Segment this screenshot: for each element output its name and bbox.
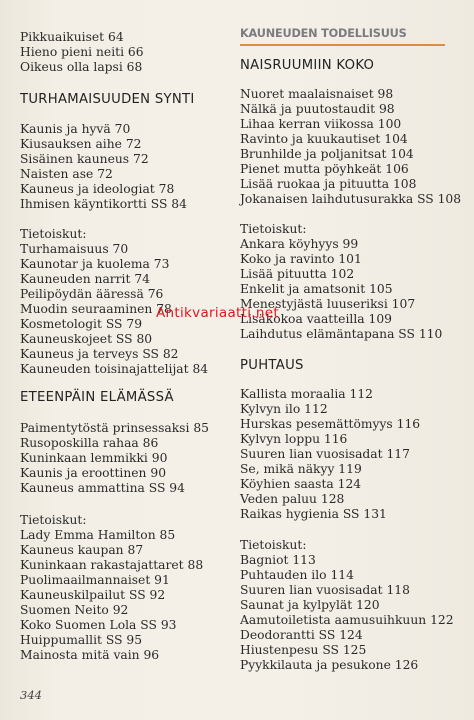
- page-number: 344: [20, 688, 42, 702]
- toc-entry: Kylvyn loppu 116: [240, 432, 348, 446]
- toc-entry: Kaunis ja eroottinen 90: [20, 466, 167, 480]
- toc-entry: Kauneus ja terveys SS 82: [20, 347, 179, 361]
- toc-entry: Rusoposkilla rahaa 86: [20, 436, 159, 450]
- chapter-title: KAUNEUDEN TODELLISUUS: [240, 27, 407, 40]
- toc-entry: Se, mikä näkyy 119: [240, 462, 362, 476]
- section-heading: NAISRUUMIIN KOKO: [240, 58, 375, 73]
- toc-entry: Pienet mutta pöyhkeät 106: [240, 162, 409, 176]
- toc-entry: Mainosta mitä vain 96: [20, 648, 160, 662]
- toc-entry: Menestyjästä luuseriksi 107: [240, 297, 416, 311]
- tietoiskut-label: Tietoiskut:: [240, 222, 307, 236]
- toc-entry: Brunhilde ja poljanitsat 104: [240, 147, 414, 161]
- toc-entry: Turhamaisuus 70: [20, 242, 129, 256]
- toc-entry: Puhtauden ilo 114: [240, 568, 354, 582]
- toc-entry: Pikkuaikuiset 64: [20, 30, 124, 44]
- toc-entry: Ihmisen käyntikortti SS 84: [20, 197, 187, 211]
- section-heading: ETEENPÄIN ELÄMÄSSÄ: [20, 390, 174, 405]
- toc-entry: Kuninkaan rakastajattaret 88: [20, 558, 204, 572]
- toc-entry: Pyykkilauta ja pesukone 126: [240, 658, 419, 672]
- toc-entry: Deodorantti SS 124: [240, 628, 363, 642]
- toc-entry: Aamutoiletista aamusuihkuun 122: [240, 613, 454, 627]
- toc-entry: Kuninkaan lemmikki 90: [20, 451, 168, 465]
- toc-entry: Enkelit ja amatsonit 105: [240, 282, 393, 296]
- toc-entry: Koko ja ravinto 101: [240, 252, 362, 266]
- toc-entry: Muodin seuraaminen 78: [20, 302, 172, 316]
- toc-entry: Bagniot 113: [240, 553, 316, 567]
- toc-entry: Ravinto ja kuukautiset 104: [240, 132, 408, 146]
- toc-entry: Suuren lian vuosisadat 117: [240, 447, 410, 461]
- toc-entry: Suuren lian vuosisadat 118: [240, 583, 410, 597]
- tietoiskut-label: Tietoiskut:: [20, 513, 87, 527]
- toc-entry: Kauneus kaupan 87: [20, 543, 144, 557]
- toc-entry: Kosmetologit SS 79: [20, 317, 143, 331]
- toc-entry: Peilipöydän ääressä 76: [20, 287, 164, 301]
- tietoiskut-label: Tietoiskut:: [20, 227, 87, 241]
- toc-entry: Kauneuden toisinajattelijat 84: [20, 362, 209, 376]
- toc-entry: Lisää pituutta 102: [240, 267, 355, 281]
- toc-entry: Kauneus ja ideologiat 78: [20, 182, 175, 196]
- toc-entry: Paimentytöstä prinsessaksi 85: [20, 421, 209, 435]
- toc-entry: Puolimaailmannaiset 91: [20, 573, 170, 587]
- tietoiskut-label: Tietoiskut:: [240, 538, 307, 552]
- watermark: Antikvariaatti.net: [156, 305, 279, 321]
- toc-entry: Hieno pieni neiti 66: [20, 45, 144, 59]
- toc-entry: Veden paluu 128: [240, 492, 345, 506]
- toc-entry: Kallista moraalia 112: [240, 387, 373, 401]
- toc-entry: Kauneuskojeet SS 80: [20, 332, 153, 346]
- toc-entry: Kiusauksen aihe 72: [20, 137, 142, 151]
- section-heading: PUHTAUS: [240, 358, 304, 373]
- toc-entry: Suomen Neito 92: [20, 603, 129, 617]
- toc-entry: Kauneuskilpailut SS 92: [20, 588, 166, 602]
- toc-entry: Nuoret maalaisnaiset 98: [240, 87, 394, 101]
- toc-entry: Nälkä ja puutostaudit 98: [240, 102, 395, 116]
- toc-entry: Kauneus ammattina SS 94: [20, 481, 185, 495]
- toc-entry: Hurskas pesemättömyys 116: [240, 417, 421, 431]
- toc-entry: Ankara köyhyys 99: [240, 237, 359, 251]
- toc-entry: Raikas hygienia SS 131: [240, 507, 387, 521]
- toc-entry: Oikeus olla lapsi 68: [20, 60, 143, 74]
- toc-entry: Naisten ase 72: [20, 167, 113, 181]
- toc-entry: Sisäinen kauneus 72: [20, 152, 149, 166]
- toc-entry: Kauneuden narrit 74: [20, 272, 150, 286]
- toc-entry: Laihdutus elämäntapana SS 110: [240, 327, 443, 341]
- toc-entry: Kaunis ja hyvä 70: [20, 122, 131, 136]
- toc-entry: Lady Emma Hamilton 85: [20, 528, 176, 542]
- toc-entry: Lisää ruokaa ja pituutta 108: [240, 177, 417, 191]
- toc-entry: Köyhien saasta 124: [240, 477, 362, 491]
- toc-entry: Saunat ja kylpylät 120: [240, 598, 380, 612]
- toc-entry: Kaunotar ja kuolema 73: [20, 257, 170, 271]
- toc-entry: Jokanaisen laihdutusurakka SS 108: [240, 192, 462, 206]
- toc-entry: Koko Suomen Lola SS 93: [20, 618, 177, 632]
- section-heading: TURHAMAISUUDEN SYNTI: [20, 92, 195, 107]
- toc-entry: Hiustenpesu SS 125: [240, 643, 367, 657]
- toc-entry: Kylvyn ilo 112: [240, 402, 328, 416]
- toc-entry: Lihaa kerran viikossa 100: [240, 117, 402, 131]
- toc-entry: Huippumallit SS 95: [20, 633, 143, 647]
- toc-entry: Lisäkokoa vaatteilla 109: [240, 312, 392, 326]
- chapter-title-underline: [240, 44, 445, 46]
